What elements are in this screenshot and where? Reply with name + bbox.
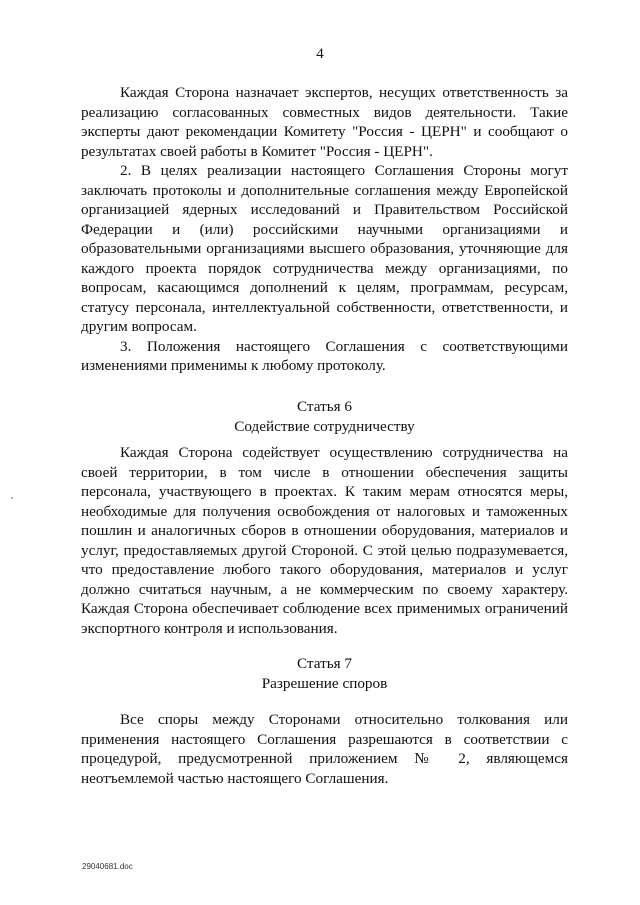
paragraph-experts: Каждая Сторона назначает экспертов, несущих ответственность за реализацию согласованных совместных видов деятельности. Такие эксперты дают рекомендации Комитету "Россия - ЦЕРН" и сообщают о результатах своей работы в Комитет "Россия - ЦЕРН". bbox=[81, 84, 568, 160]
article7-body bbox=[81, 710, 568, 788]
footer-file-name: 29040681.doc bbox=[82, 862, 133, 871]
article7-heading bbox=[81, 654, 568, 693]
article6-number: Статья 6 bbox=[296, 398, 353, 415]
scan-speck bbox=[11, 497, 13, 499]
article6-heading bbox=[81, 397, 568, 436]
page-number: 4 bbox=[316, 46, 324, 62]
article7-title: Разрешение споров bbox=[261, 674, 388, 692]
article6-text: Каждая Сторона содействует осуществлению сотрудничества на своей территории, в том числе в отношении обеспечения защиты персонала, участвующего в проектах. К таким мерам относятся меры, необходимые для получения освобождения от налоговых и таможенных пошлин и аналогичных сборов в отношении оборудования, материалов и услуг, предоставляемых другой Стороной. С этой целью подразумевается, что предоставление любого такого оборудования, материалов и услуг должно считаться научным, а не коммерческим по своему характеру. Каждая Сторона обеспечивает соблюдение всех применимых ограничений экспортного контроля и использования. bbox=[81, 444, 568, 637]
article6-body bbox=[81, 443, 568, 638]
paragraph-protocols: 2. В целях реализации настоящего Соглашения Стороны могут заключать протоколы и дополнительные соглашения между Европейской организацией ядерных исследований и Правительством Российской Федерации и (или) российскими научными организациями и образовательными организациями высшего образования, уточняющие для каждого проекта порядок сотрудничества между организациями, по вопросам, касающимся дополнений к целям, программам, ресурсам, статусу персонала, интеллектуальной собственности, ответственности, и другим вопросам. bbox=[81, 162, 568, 335]
article5-continuation bbox=[81, 83, 568, 376]
article7-number: Статья 7 bbox=[296, 655, 353, 672]
article7-text: Все споры между Сторонами относительно толкования или применения настоящего Соглашения разрешаются в соответствии с процедурой, предусмотренной приложением № 2, являющемся неотъемлемой частью настоящего Соглашения. bbox=[81, 711, 568, 787]
paragraph-protocol-application: 3. Положения настоящего Соглашения с соответствующими изменениями применимы к любому протоколу. bbox=[81, 337, 568, 374]
article6-title: Содействие сотрудничеству bbox=[234, 417, 415, 435]
